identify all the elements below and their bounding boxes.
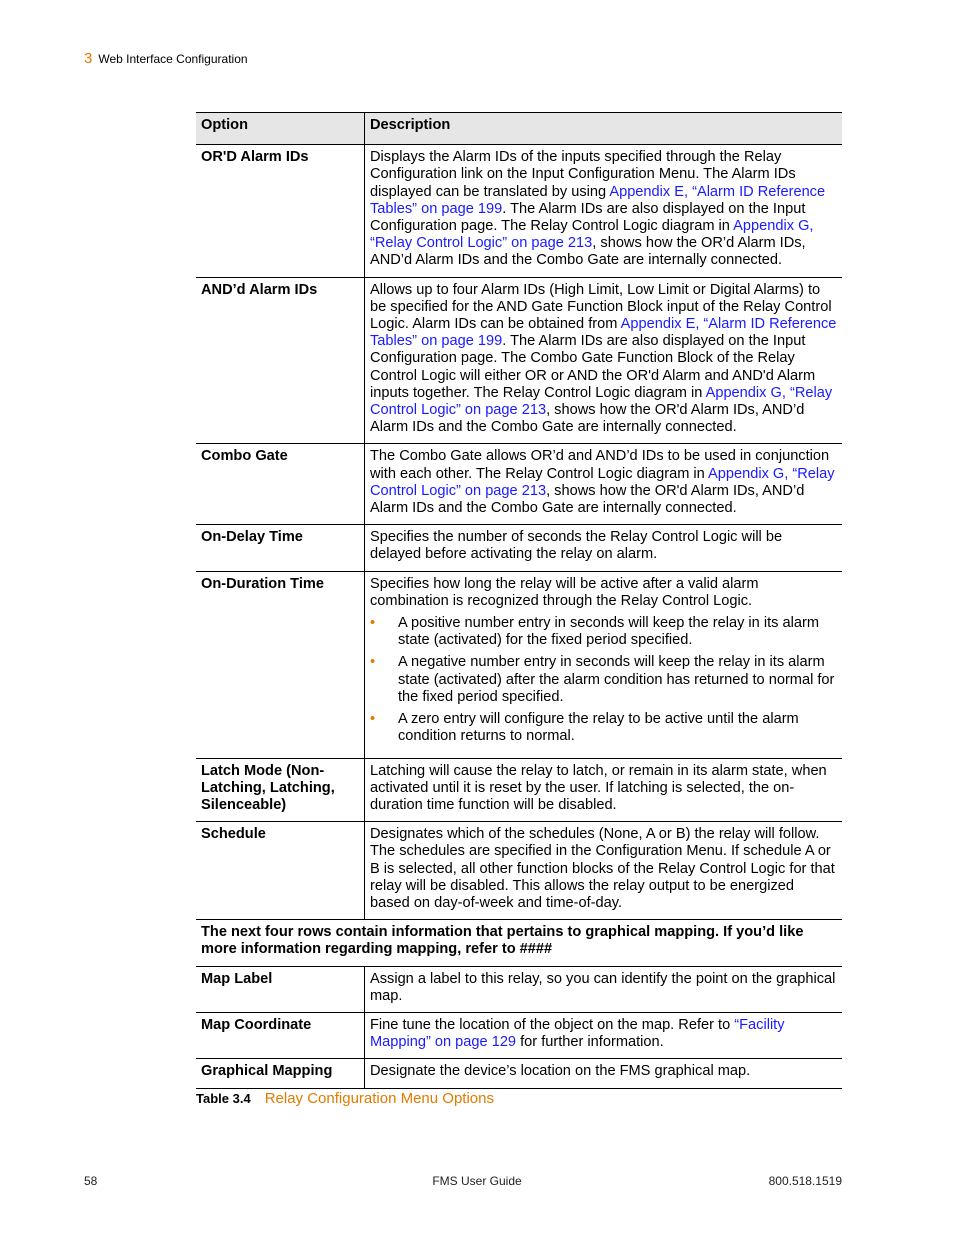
desc-text: The Combo Gate allows OR’d and AND’d IDs to be used in conjunction with each other. The Relay Control Logic diagram in	[370, 448, 830, 482]
option-name: OR'D Alarm IDs	[196, 145, 365, 277]
table-row	[196, 145, 842, 277]
chapter-title: Web Interface Configuration	[98, 52, 248, 66]
option-description	[365, 145, 843, 277]
footer-page-number: 58	[84, 1174, 98, 1188]
running-header	[84, 50, 248, 67]
desc-text: , shows how the OR'd Alarm IDs, AND’d Alarm IDs and the Combo Gate are internally connected.	[370, 482, 805, 517]
bullet-item: • A zero entry will configure the relay to be active until the alarm condition returns to normal.	[370, 711, 837, 745]
desc-text: Fine tune the location of the object on the map. Refer to	[370, 1016, 735, 1033]
table-row	[196, 1059, 842, 1088]
footer-title: FMS User Guide	[432, 1174, 522, 1188]
table-row	[196, 571, 842, 758]
option-name: Latch Mode (Non-Latching, Latching, Silenceable)	[196, 758, 365, 822]
desc-text: . The Alarm IDs are also displayed on the Input Configuration page. The Combo Gate Function Block of the Relay Control Logic will either OR or AND the OR'd Alarm and AND'd Alarm inputs together. The Relay Control Logic diagram in	[370, 333, 816, 401]
option-description: Assign a label to this relay, so you can identify the point on the graphical map.	[365, 966, 843, 1012]
table-row	[196, 966, 842, 1012]
footer-phone: 800.518.1519	[768, 1174, 842, 1188]
desc-text: for further information.	[516, 1034, 664, 1051]
cross-reference-link[interactable]: Appendix G, “Relay Control Logic” on page 213	[370, 465, 835, 499]
cross-reference-link[interactable]: Appendix E, “Alarm ID Reference Tables” on page 199	[370, 183, 826, 217]
column-header-description: Description	[365, 113, 843, 145]
option-name: On-Duration Time	[196, 571, 365, 758]
table-header-row	[196, 113, 842, 145]
option-description: Designates which of the schedules (None, A or B) the relay will follow. The schedules are specified in the Configuration Menu. If schedule A or B is selected, all other function blocks of the Relay Control Logic for that relay will be disabled. This allows the relay output to be energized based on day-of-week and time-of-day.	[365, 822, 843, 920]
bullet-list	[370, 615, 837, 745]
table-row	[196, 525, 842, 571]
relay-options-table	[196, 112, 842, 1089]
cross-reference-link[interactable]: Appendix G, “Relay Control Logic” on page 213	[370, 218, 814, 252]
table-row	[196, 822, 842, 920]
section-note: The next four rows contain information that pertains to graphical mapping. If you’d like more information regarding mapping, refer to ####	[196, 920, 842, 966]
cross-reference-link[interactable]: “Facility Mapping” on page 129	[370, 1016, 785, 1051]
table-row	[196, 758, 842, 822]
desc-text: . The Alarm IDs are also displayed on the Input Configuration page. The Relay Control Logic diagram in	[370, 200, 806, 235]
desc-text: Allows up to four Alarm IDs (High Limit, Low Limit or Digital Alarms) to be specified for the AND Gate Function Block input of the Relay Control Logic. Alarm IDs can be obtained from	[370, 281, 832, 333]
desc-text: , shows how the OR’d Alarm IDs, AND’d Alarm IDs and the Combo Gate are internally connected.	[370, 235, 806, 269]
caption-label: Table 3.4	[196, 1091, 251, 1106]
option-name: Map Label	[196, 966, 365, 1012]
option-description	[365, 444, 843, 525]
option-description	[365, 1012, 843, 1058]
option-name: AND’d Alarm IDs	[196, 277, 365, 444]
chapter-number: 3	[84, 50, 93, 67]
option-description: Designate the device’s location on the FMS graphical map.	[365, 1059, 843, 1088]
caption-title: Relay Configuration Menu Options	[264, 1090, 494, 1107]
option-description	[365, 277, 843, 444]
option-name: Graphical Mapping	[196, 1059, 365, 1088]
table-row	[196, 1012, 842, 1058]
option-name: Combo Gate	[196, 444, 365, 525]
bullet-item: • A positive number entry in seconds will keep the relay in its alarm state (activated) for the fixed period specified.	[370, 615, 837, 649]
option-name: Schedule	[196, 822, 365, 920]
table-row	[196, 444, 842, 525]
bullet-item: • A negative number entry in seconds will keep the relay in its alarm state (activated) after the alarm condition has returned to normal for the fixed period specified.	[370, 654, 837, 706]
cross-reference-link[interactable]: Appendix G, “Relay Control Logic” on page 213	[370, 384, 833, 419]
cross-reference-link[interactable]: Appendix E, “Alarm ID Reference Tables” on page 199	[370, 316, 837, 350]
option-description	[365, 571, 843, 758]
desc-text: Displays the Alarm IDs of the inputs specified through the Relay Configuration link on the Input Configuration Menu. The Alarm IDs displayed can be translated by using	[370, 149, 796, 200]
table-section-note-row	[196, 920, 842, 966]
desc-text: Specifies how long the relay will be active after a valid alarm combination is recognized through the Relay Control Logic.	[370, 575, 759, 609]
desc-text: , shows how the OR'd Alarm IDs, AND’d Alarm IDs and the Combo Gate are internally connected.	[370, 402, 805, 436]
option-name: On-Delay Time	[196, 525, 365, 571]
table-caption	[196, 1090, 494, 1107]
table-row	[196, 277, 842, 444]
option-name: Map Coordinate	[196, 1012, 365, 1058]
option-description: Latching will cause the relay to latch, or remain in its alarm state, when activated until it is reset by the user. If latching is selected, the on-duration time function will be disabled.	[365, 758, 843, 822]
column-header-option: Option	[196, 113, 365, 145]
option-description: Specifies the number of seconds the Relay Control Logic will be delayed before activating the relay on alarm.	[365, 525, 843, 571]
